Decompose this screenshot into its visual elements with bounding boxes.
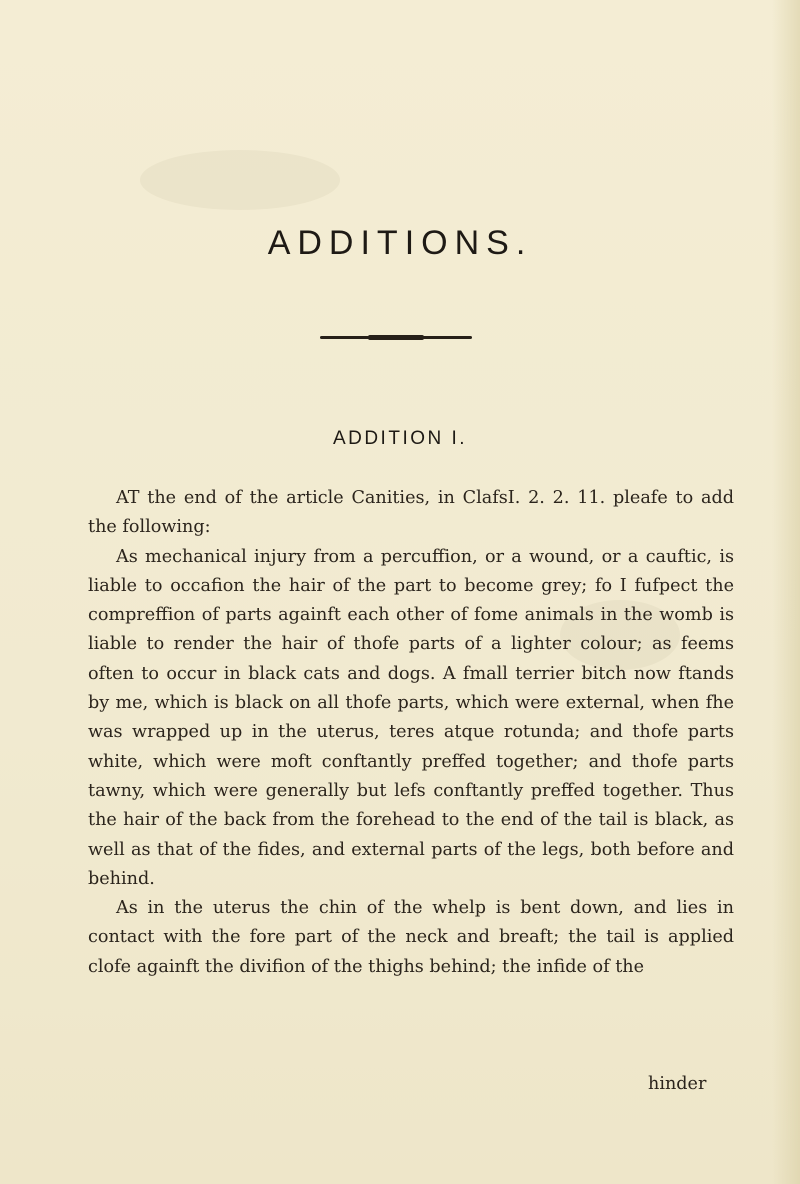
catchword: hinder [648, 1074, 707, 1094]
ornamental-rule [320, 336, 472, 339]
paper-stain [140, 150, 340, 210]
paragraph-intro: AT the end of the article Canities, in ClafsI. 2. 2. 11. pleafe to add the following: [88, 488, 734, 538]
section-heading: ADDITION I. [332, 428, 468, 449]
body-text [88, 484, 734, 982]
page-edge-shadow [772, 0, 800, 1184]
paragraph-main: As mechanical injury from a percuffion, or a wound, or a cauftic, is liable to occafion the hair of the part to become grey; fo I fufpect the compreffion of parts againft each other of fome animals in the womb is liable to render the hair of thofe parts of a lighter colour; as feems often to occur in black cats and dogs. A fmall terrier bitch now ftands by me, which is black on all thofe parts, which were external, when fhe was wrapped up in the uterus, teres atque rotunda; and thofe parts white, which were moft conftantly preffed together; and thofe parts tawny, which were generally but lefs conftantly preffed together. Thus the hair of the back from the forehead to the end of the tail is black, as well as that of the fides, and external parts of the legs, both before and behind. [88, 546, 734, 889]
page-title: ADDITIONS. [267, 224, 533, 262]
paragraph-continued: As in the uterus the chin of the whelp is bent down, and lies in contact with the fore part of the neck and breaft; the tail is applied clofe againft the divifion of the thighs behind; the infide of the [88, 898, 734, 977]
